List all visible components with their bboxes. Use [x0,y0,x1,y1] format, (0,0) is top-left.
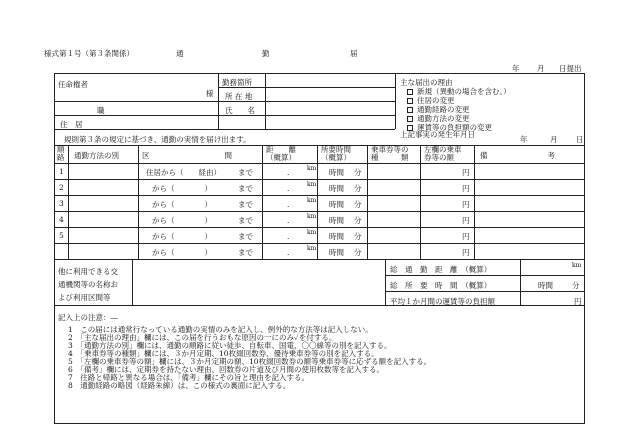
header-ticket: 乗車券等の 種 類 [371,145,409,162]
frame-right [584,73,585,424]
header-section: 区 間 [142,151,232,160]
address-label: 所 在 地 [225,92,253,101]
monthly-unit: 円 [574,297,582,306]
note-item: 1 この届には通常行なっている通勤の実情のみを記入し、例外的な方法等は記入しない。 [68,325,373,334]
header-distance: 距 離 （概算） [266,145,296,162]
event-day: 日 [576,135,584,144]
note-item: 3 「通勤方法の別」欄には、通勤の順路に従い徒歩、自転車、国電、〇〇線等の別を記入する。 [68,341,392,350]
other-label-1: 他に利用できる交 [58,267,118,276]
reason-new[interactable]: 新規（異動の場合を含む。） [407,86,511,97]
total-distance-label: 総 通 勤 距 離 （概算） [390,265,492,274]
header-remarks: 備 考 [480,151,555,160]
reason-route[interactable]: 通勤経路の変更 [407,104,470,115]
total-distance-unit: km [572,262,582,269]
total-time-hours: 時間 [538,281,553,290]
header-time: 所要時間 （概算） [321,145,351,162]
title-char-1: 通 [176,49,184,58]
reason-residence[interactable]: 住居の変更 [407,95,455,106]
note-item: 7 往路と帰路と異なる場合は、「備考」欄にその旨と理由を記入する。 [68,373,310,382]
frame-top [54,73,585,74]
title-char-3: 届 [350,49,358,58]
monthly-label: 平均１か月間の運賃等の負担額 [390,297,495,306]
header-order: 順 路 [57,145,65,162]
submit-year: 年 [512,64,520,73]
event-date-label: 上記事実の発生年月日 [400,130,475,139]
reason-fare[interactable]: 運賃等の負担額の変更 [407,122,492,133]
appointer-label: 任命権者 [58,80,88,89]
reasons-title: 主な届出の理由 [400,78,453,87]
header-burden: 左欄の乗車 券等の額 [424,145,462,162]
other-label-2: 通機関等の名称お [58,280,118,289]
event-year: 年 [520,135,528,144]
title-char-2: 勤 [262,49,270,58]
frame-left [54,73,55,424]
total-time-label: 総 所 要 時 間 （概算） [390,281,492,290]
note-item: 6 「備考」欄には、定期券を持たない理由、回数券の片道及び月間の使用枚数等を記入する。 [68,365,385,374]
note-item: 8 通勤経路の略図（経路朱線）は、この様式の裏面に記入する。 [68,381,291,390]
other-label-3: よび利用区間等 [58,293,111,302]
notes-title: 記入上の注意：― [58,313,118,322]
reason-method[interactable]: 通勤方法の変更 [407,113,470,124]
residence-label: 住 居 [60,120,83,129]
event-month: 月 [550,135,558,144]
note-item: 4 「乗車券等の種類」欄には、３か月定期、10枚綴回数券、優待乗車券等の別を記入する。 [68,349,379,358]
submit-day: 日提出 [559,64,582,73]
form-number: 様式第１号（第３条関係） [44,49,134,58]
submit-month: 月 [537,64,545,73]
note-item: 2 「主な届出の理由」欄には、この届を行うおもな原因の一にのみ✓を付する。 [68,333,337,342]
note-item: 5 「左欄の乗車券等の額」欄には、３か月定期の額、10枚綴回数券の額等乗車券等に応ずる額を記入する。 [68,357,432,366]
sama-label: 様 [206,89,214,98]
office-label: 勤務箇所 [222,78,252,87]
name-label: 氏 名 [225,106,255,115]
position-label: 職 [97,106,105,115]
declaration-text: 規則第３条の規定に基づき、通勤の実情を届け出ます。 [64,135,251,144]
total-time-min: 分 [572,281,580,290]
header-method: 通勤方法の別 [74,151,119,160]
frame-bottom [54,423,585,424]
